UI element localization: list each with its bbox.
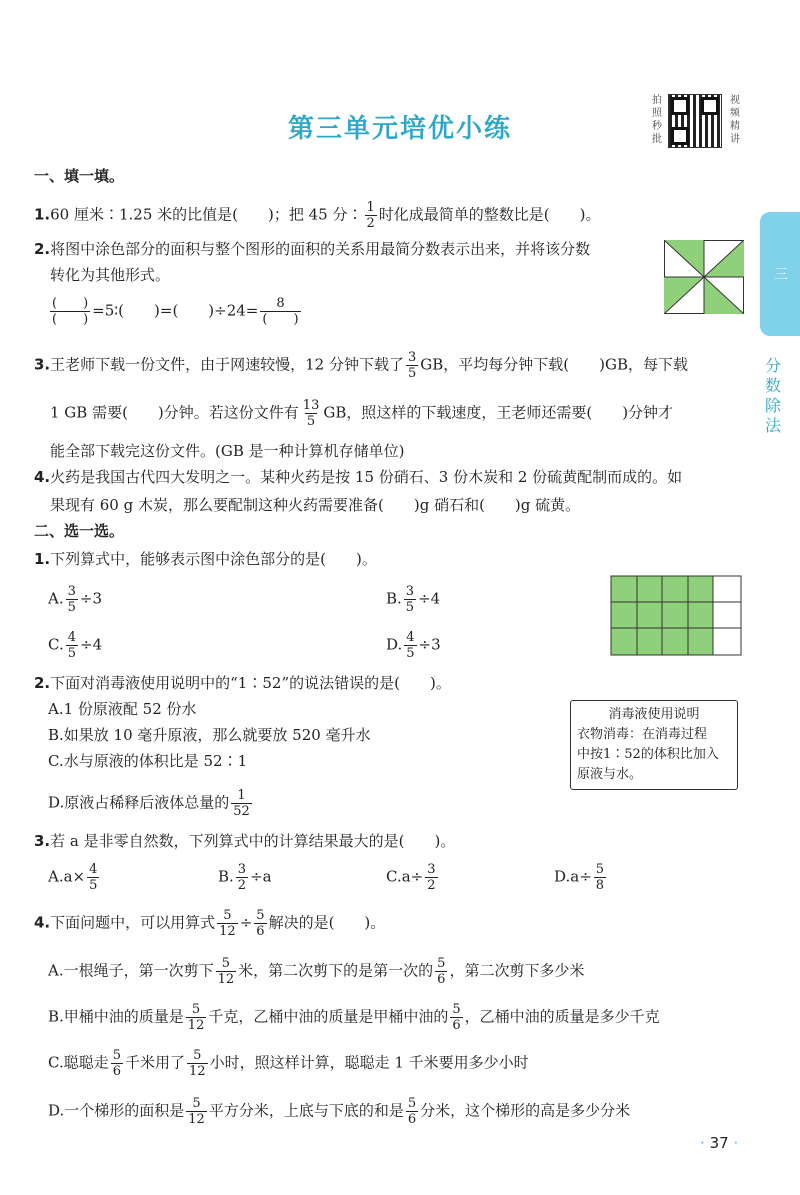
card-line: 原液与水。 <box>577 767 643 782</box>
choose-q3-option-b[interactable]: B. $\frac{3}{2}$ ÷a <box>218 862 272 893</box>
choose-q1-option-a[interactable]: A. $\frac{3}{5}$ ÷3 <box>48 584 103 615</box>
pinwheel-figure <box>664 240 744 314</box>
choose-q4-option-c[interactable]: C.聪聪走 $\frac{5}{6}$ 千米用了 $\frac{5}{12}$ 小时，照这样计算，聪聪走 1 千米要用多少小时 <box>48 1048 529 1079</box>
choose-q3-option-a[interactable]: A.a× $\frac{4}{5}$ <box>48 862 98 893</box>
choose-q2-option-b[interactable]: B.如果放 10 毫升原液，那么就要放 520 毫升水 <box>48 726 371 744</box>
card-line: 衣物消毒：在消毒过程 <box>577 727 708 742</box>
choose-q1-stem: 1.下列算式中，能够表示图中涂色部分的是( )。 <box>34 550 377 568</box>
choose-q4-option-d[interactable]: D.一个梯形的面积是 $\frac{5}{12}$ 平方分米，上底与下底的和是 $\frac{5}{6}$ 分米，这个梯形的高是多少分米 <box>48 1096 631 1127</box>
fill-q2-line1: 2.将图中涂色部分的面积与整个图形的面积的关系用最简分数表示出来，并将该分数 <box>34 240 591 258</box>
choose-q3-stem: 3.若 a 是非零自然数，下列算式中的计算结果最大的是( )。 <box>34 832 456 850</box>
choose-q4-option-a[interactable]: A.一根绳子，第一次剪下 $\frac{5}{12}$ 米，第二次剪下的是第一次的 $\frac{5}{6}$ ，第二次剪下多少米 <box>48 956 585 987</box>
choose-q2-stem: 2.下面对消毒液使用说明中的“1∶52”的说法错误的是( )。 <box>34 674 451 692</box>
choose-q2-option-d[interactable]: D.原液占稀释后液体总量的 $\frac{1}{52}$ <box>48 788 250 819</box>
choose-q1-option-b[interactable]: B. $\frac{3}{5}$ ÷4 <box>386 584 441 615</box>
fill-q4-line1: 4.火药是我国古代四大发明之一。某种火药是按 15 份硝石、3 份木炭和 2 份硫黄配制而成的。如 <box>34 468 683 486</box>
fill-q2-line2: 转化为其他形式。 <box>50 266 171 284</box>
q-number: 1. <box>34 205 51 224</box>
section-fill-heading: 一、填一填。 <box>34 167 125 185</box>
card-line: 中按1∶52的体积比加入 <box>577 747 719 762</box>
page-title: 第三单元培优小练 <box>287 114 512 144</box>
choose-q2-option-a[interactable]: A.1 份原液配 52 份水 <box>48 700 197 718</box>
fill-q3-line1: 3.王老师下载一份文件，由于网速较慢，12 分钟下载了 $\frac{3}{5}$ GB，平均每分钟下载( )GB，每下载 <box>34 350 688 381</box>
grid-figure <box>610 575 742 657</box>
q-text: 60 厘米∶1.25 米的比值是( )；把 45 分∶ <box>50 205 363 224</box>
choose-q3-option-d[interactable]: D.a÷ $\frac{5}{8}$ <box>554 862 605 893</box>
qr-left-label: 拍照秒批 <box>652 95 662 145</box>
fill-q3-line3: 能全部下载完这份文件。(GB 是一种计算机存储单位) <box>50 442 405 460</box>
choose-q1-option-d[interactable]: D. $\frac{4}{5}$ ÷3 <box>386 630 441 661</box>
page-number: · 37 · <box>700 1134 739 1152</box>
choose-q4-option-b[interactable]: B.甲桶中油的质量是 $\frac{5}{12}$ 千克，乙桶中油的质量是甲桶中油的 $\frac{5}{6}$ ，乙桶中油的质量是多少千克 <box>48 1002 660 1033</box>
card-title: 消毒液使用说明 <box>608 707 700 722</box>
unit-tab <box>760 212 800 336</box>
unit-tab-mark: 三 <box>774 267 788 283</box>
section-choose-heading: 二、选一选。 <box>34 522 125 540</box>
choose-q1-option-c[interactable]: C. $\frac{4}{5}$ ÷4 <box>48 630 103 661</box>
choose-q3-option-c[interactable]: C.a÷ $\frac{3}{2}$ <box>386 862 436 893</box>
fill-q2-equation: $\frac{( )}{( )}$ =5∶( )=( )÷24= $\frac{8}{( )}$ <box>52 296 299 327</box>
qr-code-area[interactable] <box>648 92 748 150</box>
q-text: 时化成最简单的整数比是( )。 <box>378 205 601 224</box>
disinfectant-instructions-card <box>570 700 738 790</box>
fraction: $\frac{1}{2}$ <box>366 200 375 231</box>
fill-q1 <box>34 200 601 231</box>
choose-q4-stem: 4.下面问题中，可以用算式 $\frac{5}{12}$ ÷ $\frac{5}{6}$ 解决的是( )。 <box>34 908 386 939</box>
qr-right-label: 视频精讲 <box>730 95 740 145</box>
unit-tab-label: 分数除法 <box>765 356 782 435</box>
qr-code-icon[interactable] <box>668 94 722 148</box>
choose-q2-option-c[interactable]: C.水与原液的体积比是 52∶1 <box>48 752 248 770</box>
fill-q3-line2: 1 GB 需要( )分钟。若这份文件有 $\frac{13}{5}$ GB，照这样的下载速度，王老师还需要( )分钟才 <box>50 398 674 429</box>
fill-q4-line2: 果现有 60 g 木炭，那么要配制这种火药需要准备( )g 硝石和( )g 硫黄。 <box>50 496 581 514</box>
